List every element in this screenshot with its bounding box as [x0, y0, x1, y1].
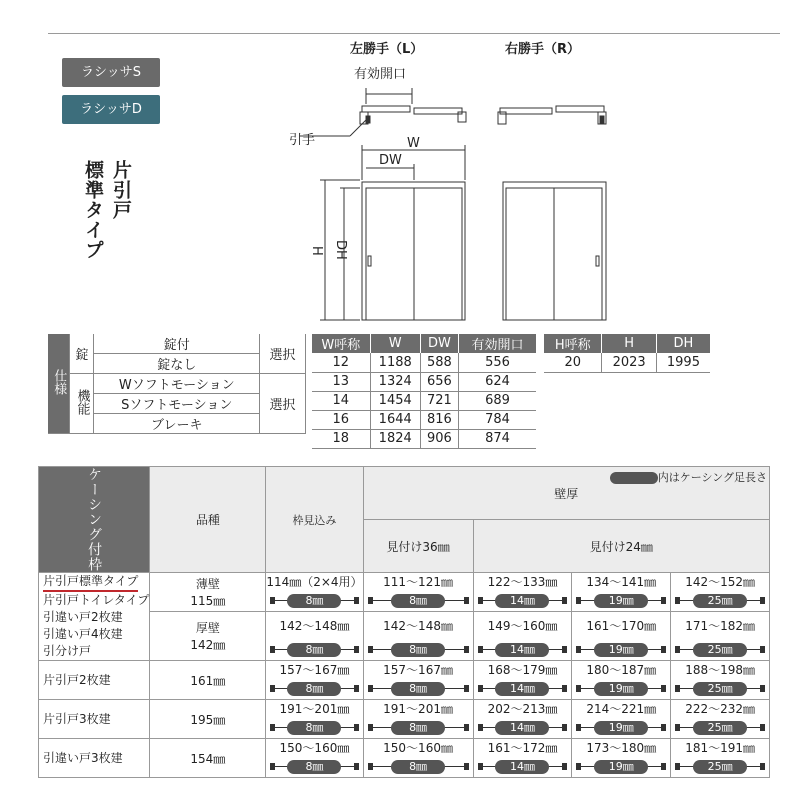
- func-brake: ブレーキ: [94, 414, 260, 434]
- cell: 1324: [370, 372, 420, 391]
- cell: 14: [312, 391, 370, 410]
- size-header: 有効開口: [458, 334, 536, 353]
- length-bar-cell: [473, 718, 572, 739]
- wall-range-cell: 214～221㎜: [572, 700, 671, 718]
- casing-length-pill: 25㎜: [693, 721, 747, 735]
- casing-length-pill: 19㎜: [594, 643, 648, 657]
- length-bar-cell: [473, 757, 572, 778]
- cell: 1188: [370, 353, 420, 372]
- wall-range-cell: 157～167㎜: [266, 661, 363, 679]
- wall-range-cell: 161～172㎜: [473, 739, 572, 757]
- wall-range-cell: 149～160㎜: [473, 612, 572, 640]
- h-header: DH: [656, 334, 710, 353]
- func-select: 選択: [260, 374, 306, 434]
- casing-length-pill: 8㎜: [287, 682, 341, 696]
- length-bar-cell: [572, 718, 671, 739]
- wall-range-cell: 173～180㎜: [572, 739, 671, 757]
- casing-length-pill: 19㎜: [594, 721, 648, 735]
- length-bar-cell: [572, 640, 671, 661]
- kind-item: 引分け戸: [43, 644, 92, 658]
- wall-range-cell: 111～121㎜: [363, 573, 473, 591]
- lock-on: 錠付: [94, 334, 260, 354]
- dh-label: DH: [333, 240, 348, 260]
- wall-range-cell: 171～182㎜: [671, 612, 770, 640]
- casing-length-pill: 8㎜: [287, 760, 341, 774]
- cell: 1824: [370, 429, 420, 448]
- size-header: DW: [420, 334, 458, 353]
- casing-length-pill: 8㎜: [391, 721, 445, 735]
- cell: 1995: [656, 353, 710, 372]
- casing-range-row: [39, 739, 770, 757]
- cell: 816: [420, 410, 458, 429]
- height-size-table: [544, 334, 710, 373]
- lock-off: 錠なし: [94, 354, 260, 374]
- kind-header: 品種: [150, 467, 266, 573]
- cell: 689: [458, 391, 536, 410]
- length-bar-cell: [473, 591, 572, 612]
- wall-range-cell: 191～201㎜: [363, 700, 473, 718]
- wall-range-cell: 150～160㎜: [363, 739, 473, 757]
- wall-range-cell: 142～148㎜: [363, 612, 473, 640]
- frame-depth-cell: 154㎜: [150, 739, 266, 778]
- casing-frame-table: [38, 466, 770, 778]
- casing-length-pill: 25㎜: [693, 760, 747, 774]
- frame-depth-cell: 161㎜: [150, 661, 266, 700]
- opening-label: 有効開口: [354, 67, 407, 82]
- kind-item: 片引戸トイレタイプ: [43, 593, 150, 607]
- casing-length-pill: 25㎜: [693, 643, 747, 657]
- wall-range-cell: 161～170㎜: [572, 612, 671, 640]
- wall-range-cell: 191～201㎜: [266, 700, 363, 718]
- length-bar-cell: [572, 591, 671, 612]
- cell: 18: [312, 429, 370, 448]
- size-header: W呼称: [312, 334, 370, 353]
- length-bar-cell: [671, 591, 770, 612]
- width-size-table: [312, 334, 536, 449]
- casing-length-pill: 8㎜: [391, 594, 445, 608]
- length-bar-cell: [266, 757, 363, 778]
- wall-range-cell: 122～133㎜: [473, 573, 572, 591]
- length-bar-cell: [473, 679, 572, 700]
- handle-label: 引手: [289, 133, 316, 148]
- cell: 906: [420, 429, 458, 448]
- cell: 20: [544, 353, 602, 372]
- length-bar-cell: [473, 640, 572, 661]
- wall-range-cell: 114㎜（2×4用）: [266, 573, 363, 591]
- wall-range-cell: 142～152㎜: [671, 573, 770, 591]
- cell: 2023: [602, 353, 656, 372]
- wall-range-cell: 222～232㎜: [671, 700, 770, 718]
- length-bar-cell: [572, 679, 671, 700]
- wall-type-mm: 115㎜: [190, 594, 226, 608]
- spec-options-table: [48, 334, 306, 434]
- length-bar-cell: [671, 757, 770, 778]
- table-row: [312, 429, 536, 448]
- casing-length-pill: 8㎜: [391, 682, 445, 696]
- wall-range-cell: 142～148㎜: [266, 612, 363, 640]
- casing-side-label: ケーシング付枠: [39, 467, 150, 573]
- length-bar-cell: [671, 718, 770, 739]
- w-label: W: [407, 136, 420, 151]
- length-bar-cell: [363, 757, 473, 778]
- length-bar-cell: [266, 718, 363, 739]
- func-label: 機能: [74, 388, 90, 415]
- length-bar-cell: [363, 679, 473, 700]
- casing-length-pill: 8㎜: [391, 643, 445, 657]
- table-row: [312, 391, 536, 410]
- casing-range-row: [39, 661, 770, 679]
- kind-group-cell: [39, 573, 150, 661]
- cell: 874: [458, 429, 536, 448]
- cell: 12: [312, 353, 370, 372]
- lock-select: 選択: [260, 334, 306, 374]
- legend-pill-icon: [610, 472, 658, 484]
- wall-range-cell: 157～167㎜: [363, 661, 473, 679]
- type-title-line2: 標準タイプ: [82, 160, 104, 260]
- wall-header: 壁厚: [554, 486, 579, 501]
- table-row: [312, 353, 536, 372]
- length-bar-cell: [266, 640, 363, 661]
- table-row: [312, 372, 536, 391]
- casing-length-pill: 14㎜: [495, 594, 549, 608]
- kind-cell: 引違い戸3枚建: [39, 739, 150, 778]
- frame-header: 枠見込み: [266, 467, 363, 573]
- h-label: H: [309, 246, 324, 256]
- casing-length-pill: 25㎜: [693, 682, 747, 696]
- casing-length-pill: 19㎜: [594, 760, 648, 774]
- series-badge-d[interactable]: ラシッサD: [62, 95, 160, 124]
- cell: 588: [420, 353, 458, 372]
- wall-type-label: 厚壁: [195, 621, 220, 635]
- kind-item: 引違い戸4枚建: [43, 627, 123, 641]
- casing-length-pill: 25㎜: [693, 594, 747, 608]
- casing-length-pill: 8㎜: [391, 760, 445, 774]
- wall-range-cell: 168～179㎜: [473, 661, 572, 679]
- length-bar-cell: [572, 757, 671, 778]
- table-row: [312, 410, 536, 429]
- casing-length-pill: 19㎜: [594, 682, 648, 696]
- h-header: H呼称: [544, 334, 602, 353]
- wall-range-cell: 150～160㎜: [266, 739, 363, 757]
- kind-cell: 片引戸3枚建: [39, 700, 150, 739]
- table-row: [544, 353, 710, 372]
- right-hand-title: 右勝手（R）: [505, 42, 581, 57]
- casing-length-pill: 8㎜: [287, 721, 341, 735]
- casing-length-pill: 19㎜: [594, 594, 648, 608]
- wall-range-cell: 180～187㎜: [572, 661, 671, 679]
- face-36-header: 見付け36㎜: [363, 520, 473, 573]
- cell: 721: [420, 391, 458, 410]
- length-bar-cell: [266, 679, 363, 700]
- wall-type-cell: [150, 573, 266, 612]
- wall-type-cell: [150, 612, 266, 661]
- h-header: H: [602, 334, 656, 353]
- series-badge-s[interactable]: ラシッサS: [62, 58, 160, 87]
- casing-range-row: [39, 700, 770, 718]
- length-bar-cell: [671, 679, 770, 700]
- kind-item: 片引戸標準タイプ: [43, 573, 138, 592]
- wall-type-label: 薄壁: [195, 577, 220, 591]
- func-w-soft: Wソフトモーション: [94, 374, 260, 394]
- casing-range-row: [39, 573, 770, 591]
- cell: 16: [312, 410, 370, 429]
- kind-cell: 片引戸2枚建: [39, 661, 150, 700]
- size-header: W: [370, 334, 420, 353]
- length-bar-cell: [266, 591, 363, 612]
- length-bar-cell: [363, 718, 473, 739]
- casing-length-pill: 14㎜: [495, 682, 549, 696]
- wall-range-cell: 181～191㎜: [671, 739, 770, 757]
- cell: 13: [312, 372, 370, 391]
- legend-text: 内はケーシング足長さ: [657, 471, 767, 484]
- kind-item: 引違い戸2枚建: [43, 610, 123, 624]
- length-bar-cell: [363, 591, 473, 612]
- length-bar-cell: [363, 640, 473, 661]
- casing-length-pill: 14㎜: [495, 643, 549, 657]
- lock-label: 錠: [70, 334, 94, 374]
- spec-side-label: 仕様: [51, 368, 67, 395]
- casing-length-pill: 14㎜: [495, 721, 549, 735]
- cell: 624: [458, 372, 536, 391]
- frame-depth-cell: 195㎜: [150, 700, 266, 739]
- door-drawings: [0, 0, 800, 330]
- wall-range-cell: 202～213㎜: [473, 700, 572, 718]
- func-s-soft: Sソフトモーション: [94, 394, 260, 414]
- wall-type-mm: 142㎜: [190, 638, 226, 652]
- cell: 656: [420, 372, 458, 391]
- dw-label: DW: [379, 153, 402, 168]
- casing-length-pill: 14㎜: [495, 760, 549, 774]
- wall-range-cell: 134～141㎜: [572, 573, 671, 591]
- type-title-line1: 片引戸: [110, 160, 132, 220]
- face-24-header: 見付け24㎜: [473, 520, 769, 573]
- left-hand-title: 左勝手（L）: [350, 42, 424, 57]
- length-bar-cell: [671, 640, 770, 661]
- cell: 1454: [370, 391, 420, 410]
- cell: 784: [458, 410, 536, 429]
- casing-length-pill: 8㎜: [287, 594, 341, 608]
- wall-range-cell: 188～198㎜: [671, 661, 770, 679]
- cell: 1644: [370, 410, 420, 429]
- casing-length-pill: 8㎜: [287, 643, 341, 657]
- cell: 556: [458, 353, 536, 372]
